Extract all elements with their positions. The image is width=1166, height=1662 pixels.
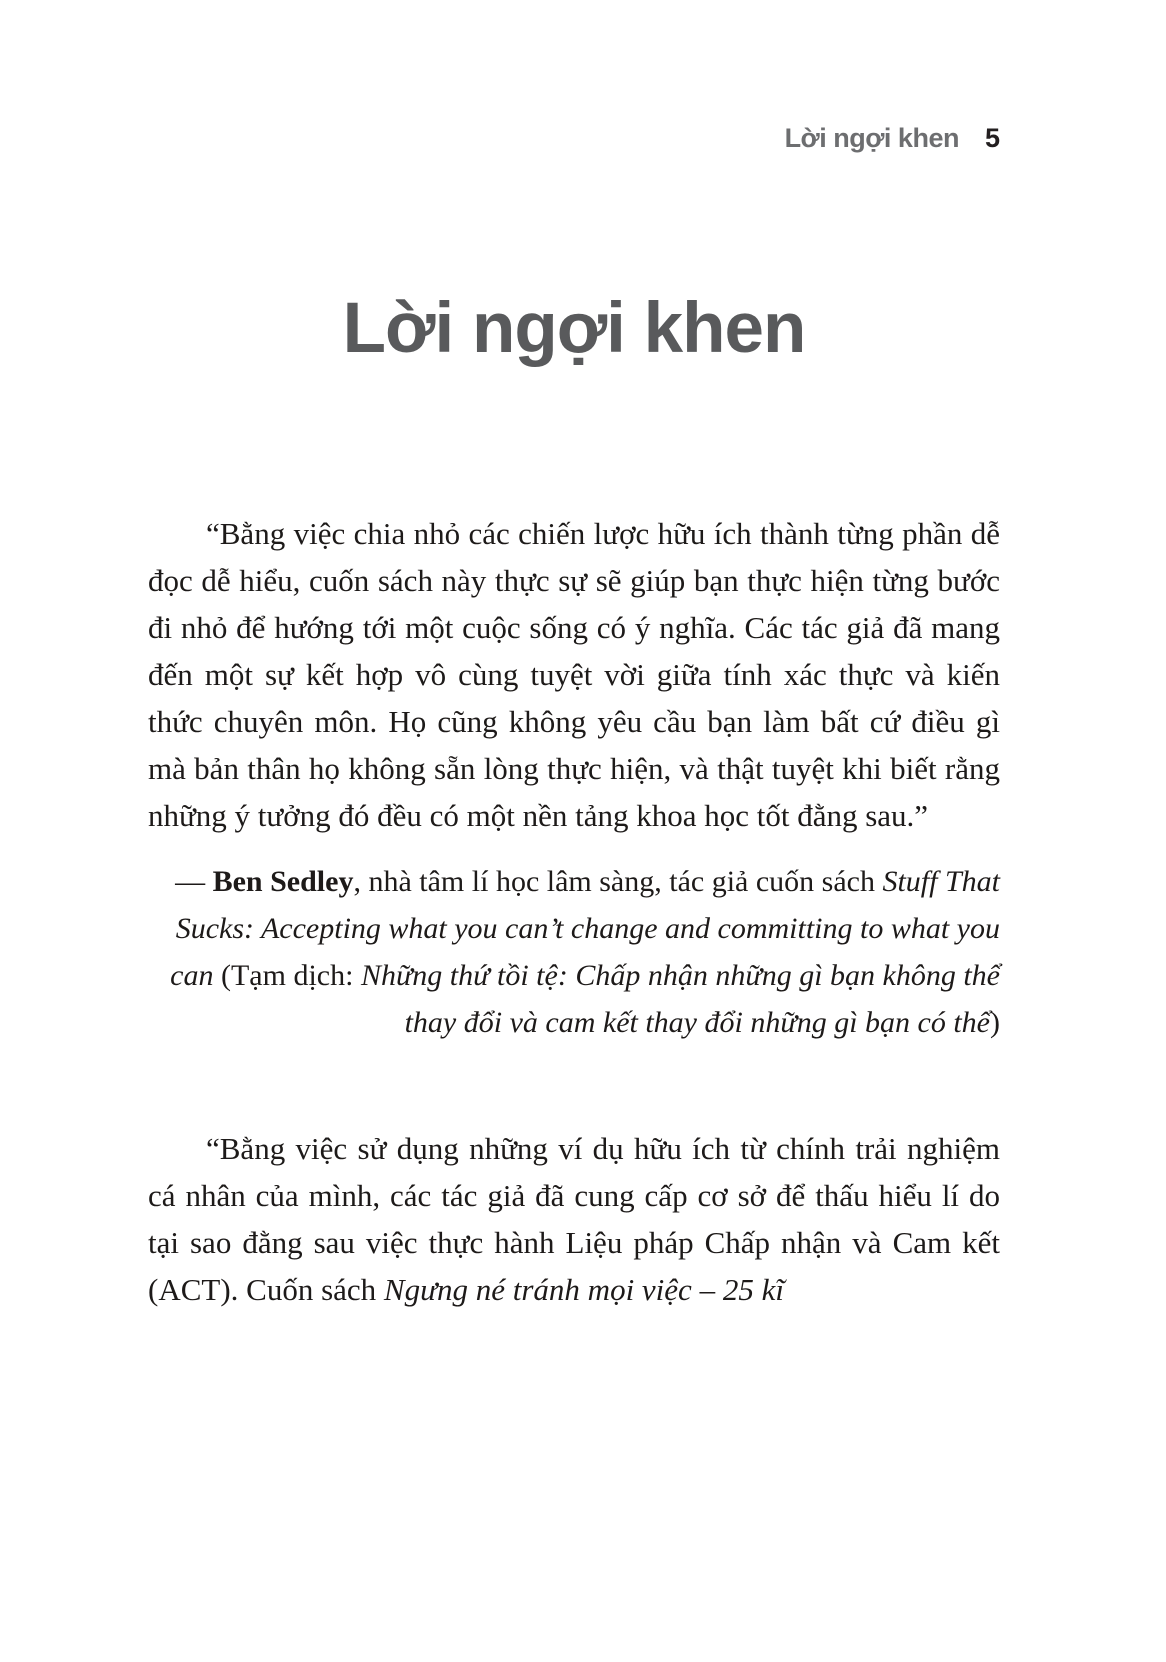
text-segment: Những thứ tồi tệ: Chấp nhận những gì bạn không thể thay đổi và cam kết thay đổi những gì bạn có thể [360,959,1000,1039]
text-segment: “Bằng việc chia nhỏ các chiến lược hữu ích thành từng phần dễ đọc dễ hiểu, cuốn sách này thực sự sẽ giúp bạn thực hiện từng bước đi nhỏ để hướng tới một cuộc sống có ý nghĩa. Các tác giả đã mang đến một sự kết hợp vô cùng tuyệt vời giữa tính xác thực và kiến thức chuyên môn. Họ cũng không yêu cầu bạn làm bất cứ điều gì mà bản thân họ không sẵn lòng thực hiện, và thật tuyệt khi biết rằng những ý tưởng đó đều có một nền tảng khoa học tốt đằng sau.” [148,516,1000,833]
text-segment: “Bằng việc sử dụng những ví dụ hữu ích từ chính trải nghiệm cá nhân của mình, các tác giả đã cung cấp cơ sở để thấu hiểu lí do tại sao đằng sau việc thực hành Liệu pháp Chấp nhận và Cam kết (ACT). Cuốn sách [148,1131,1000,1307]
quote-paragraph-1 [148,510,1000,839]
running-header [785,122,1000,154]
attribution-paragraph [148,858,1000,1046]
page-number: 5 [984,123,1000,153]
quote-paragraph-2 [148,1125,1000,1313]
chapter-title: Lời ngợi khen [342,289,806,368]
text-segment: Ngưng né tránh mọi việc – 25 kĩ [383,1272,784,1307]
text-segment: Ben Sedley [212,865,354,898]
text-segment: — [175,865,213,898]
text-segment: (Tạm dịch: [213,959,361,992]
text-segment: , nhà tâm lí học lâm sàng, tác giả cuốn sách [353,865,883,898]
page-content [148,510,1000,1313]
text-segment: ) [990,1006,1000,1039]
text-segment: Stuff That Sucks: Accepting what you can’t change and committing to what you can [170,865,1000,992]
running-header-title: Lời ngợi khen [784,123,959,153]
